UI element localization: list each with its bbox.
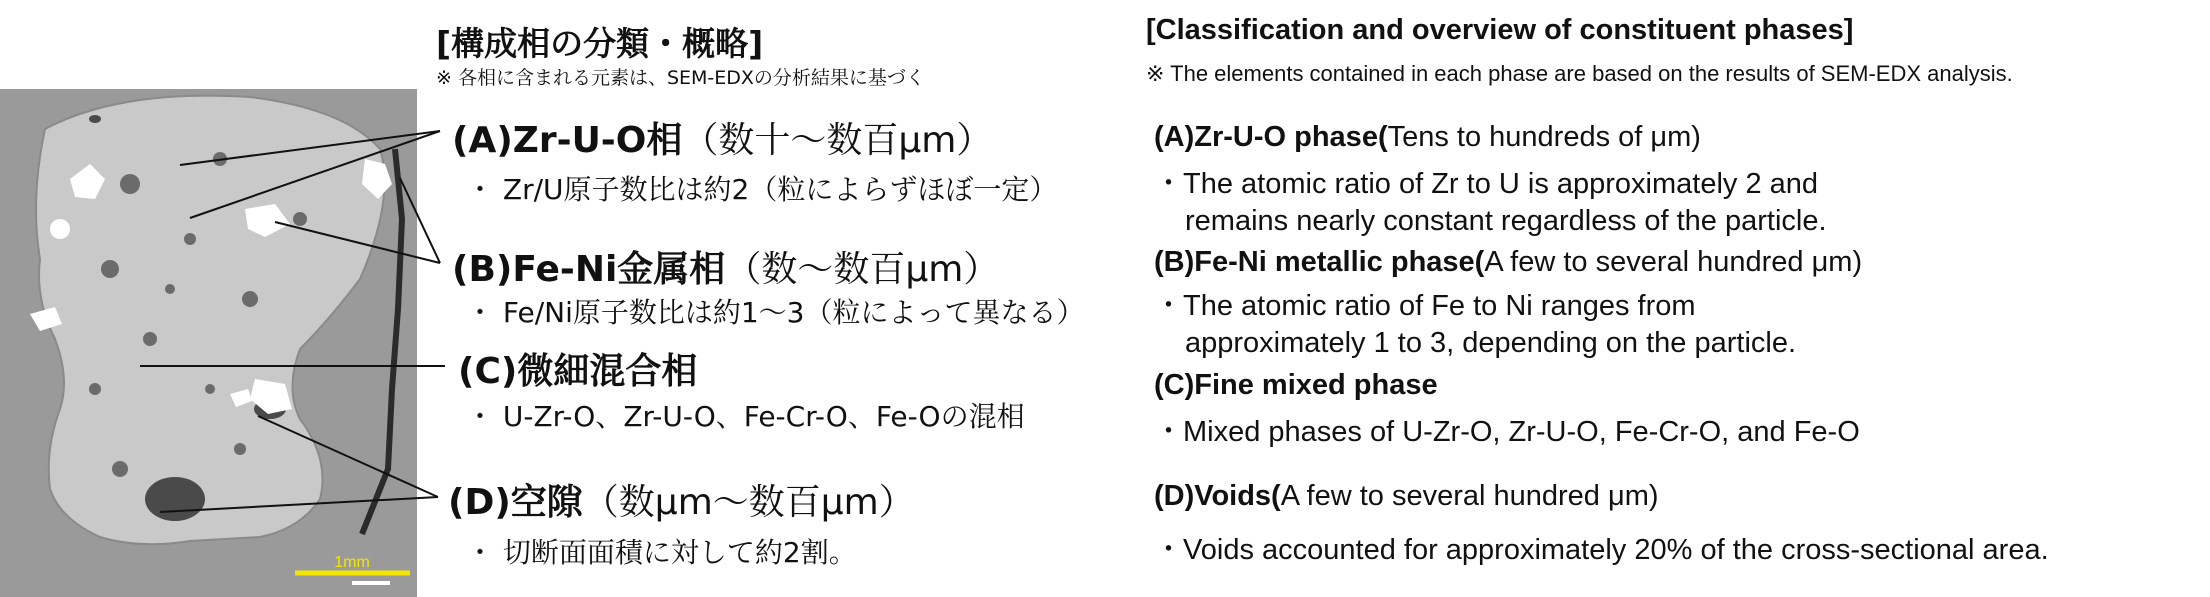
- en-phase-a-desc: ・The atomic ratio of Zr to U is approximately 2 and: [1154, 168, 1819, 200]
- jp-phase-b-range: （数～数百μm）: [725, 249, 1000, 290]
- jp-phase-d-heading: [448, 474, 915, 525]
- en-phase-b-range: A few to several hundred μm): [1484, 246, 1863, 278]
- sem-micrograph: [0, 89, 417, 597]
- en-phase-c-desc: ・Mixed phases of U-Zr-O, Zr-U-O, Fe-Cr-O, and Fe-O: [1154, 416, 1860, 448]
- jp-phase-d-desc: ・ 切断面面積に対して約2割。: [466, 536, 857, 569]
- en-phase-a-label: (A)Zr-U-O phase(: [1154, 121, 1388, 153]
- jp-phase-b-label: (B)Fe-Ni金属相: [452, 249, 726, 290]
- en-phase-d-range: A few to several hundred μm): [1280, 480, 1659, 512]
- jp-phase-c-heading: [458, 343, 697, 394]
- en-phase-b-heading: [1154, 246, 1862, 279]
- jp-phase-b-desc: ・ Fe/Ni原子数比は約1～3（粒によって異なる）: [466, 296, 1085, 329]
- en-phase-c-label: (C)Fine mixed phase: [1154, 369, 1438, 401]
- en-phase-b-desc: ・The atomic ratio of Fe to Ni ranges from: [1154, 290, 1696, 322]
- scale-bar-label: 1mm: [334, 554, 370, 571]
- en-phase-c-heading: [1154, 369, 1438, 402]
- en-phase-a-desc-2: remains nearly constant regardless of the particle.: [1185, 205, 1827, 237]
- en-phase-d-heading: [1154, 480, 1659, 513]
- jp-phase-a-range: （数十～数百μm）: [682, 120, 993, 161]
- jp-phase-a-heading: [452, 112, 992, 163]
- scale-bar-marker: [352, 581, 390, 585]
- jp-phase-d-label: (D)空隙: [448, 482, 583, 523]
- en-phase-a-range: Tens to hundreds of μm): [1387, 121, 1701, 153]
- en-phase-a-heading: [1154, 121, 1701, 154]
- en-title: [Classification and overview of constituent phases]: [1146, 14, 1854, 46]
- jp-phase-a-desc: ・ Zr/U原子数比は約2（粒によらずほぼ一定）: [466, 173, 1058, 206]
- en-phase-b-label: (B)Fe-Ni metallic phase(: [1154, 246, 1485, 278]
- en-phase-b-desc-2: approximately 1 to 3, depending on the particle.: [1185, 327, 1797, 359]
- jp-phase-a-label: (A)Zr-U-O相: [452, 120, 683, 161]
- jp-title: [構成相の分類・概略]: [436, 24, 764, 63]
- jp-note: ※ 各相に含まれる元素は、SEM-EDXの分析結果に基づく: [436, 67, 925, 89]
- jp-phase-d-range: （数μm～数百μm）: [582, 482, 915, 523]
- jp-phase-c-label: (C)微細混合相: [458, 351, 698, 392]
- en-note: ※ The elements contained in each phase are based on the results of SEM-EDX analysis.: [1146, 61, 2013, 86]
- jp-phase-c-desc: ・ U-Zr-O、Zr-U-O、Fe-Cr-O、Fe-Oの混相: [466, 400, 1025, 433]
- jp-phase-b-heading: [452, 241, 999, 292]
- en-phase-d-label: (D)Voids(: [1154, 480, 1281, 512]
- en-phase-d-desc: ・Voids accounted for approximately 20% of the cross-sectional area.: [1154, 534, 2049, 566]
